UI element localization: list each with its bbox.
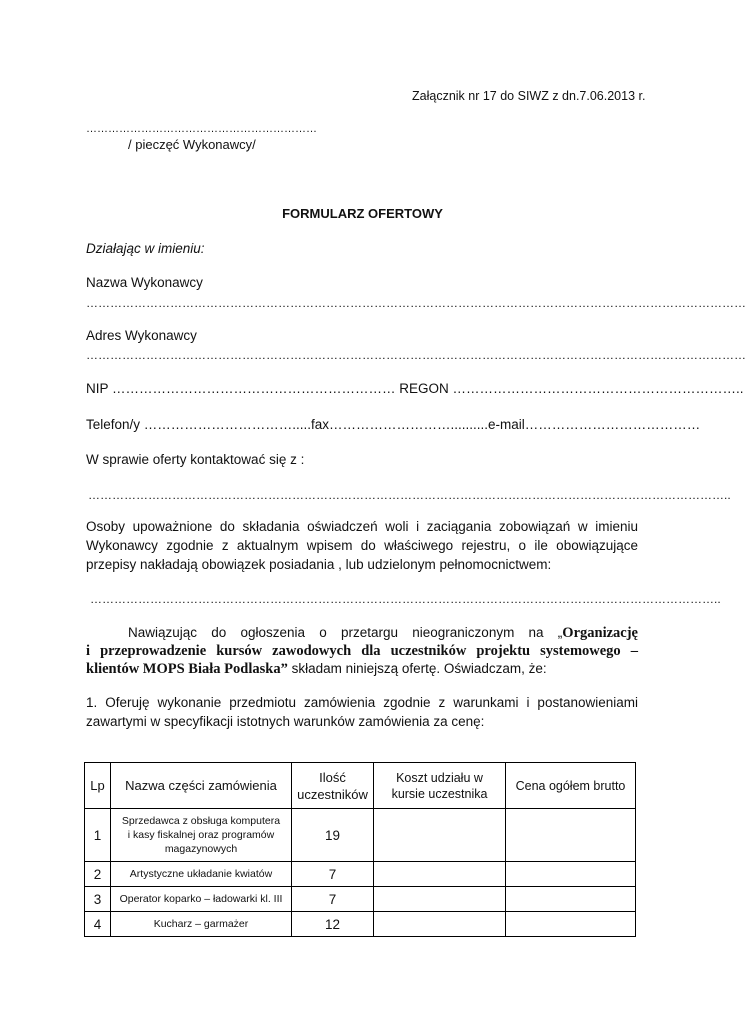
authorized-text-line-3: przepisy nakładają obowiązek posiadania , lub udzielonym pełnomocnictwem: <box>86 557 552 572</box>
contractor-address-label: Adres Wykonawcy <box>86 328 197 343</box>
table-header-row <box>85 763 636 809</box>
table-row <box>85 912 636 937</box>
authorized-text-line-1: Osoby upoważnione do składania oświadczeń woli i zaciągania zobowiązań w imieniu <box>86 519 638 534</box>
header-quantity-line-1: Ilość <box>319 769 346 785</box>
row-part-name: Operator koparko – ładowarki kl. III <box>111 887 292 912</box>
header-total-gross: Cena ogółem brutto <box>506 763 636 809</box>
tender-subject-start: Organizację <box>562 625 638 641</box>
row-lp: 4 <box>85 912 111 937</box>
row-part-name: Artystyczne układanie kwiatów <box>111 862 292 887</box>
nip-regon-field[interactable]: NIP ……………………………………………………… REGON ……………………………………………………….. <box>86 381 744 396</box>
tender-declaration-text: składam niniejszą ofertę. Oświadczam, że: <box>287 661 547 676</box>
header-cost-line-1: Koszt udziału w <box>396 770 483 785</box>
contractor-name-label: Nazwa Wykonawcy <box>86 275 203 290</box>
row-quantity: 7 <box>292 862 374 887</box>
row-cost-cell[interactable] <box>374 809 506 862</box>
row-quantity: 7 <box>292 887 374 912</box>
tender-subject-line-2: i przeprowadzenie kursów zawodowych dla uczestników projektu systemowego – <box>86 643 638 659</box>
row-part-name-line-1: Sprzedawca z obsługa komputera <box>121 815 281 827</box>
row-total-cell[interactable] <box>506 809 636 862</box>
tender-intro-text: Nawiązując do ogłoszenia o przetargu nieograniczonym na „ <box>128 625 563 640</box>
tender-line-3 <box>86 660 547 678</box>
row-cost-cell[interactable] <box>374 912 506 937</box>
annex-reference: Załącznik nr 17 do SIWZ z dn.7.06.2013 r. <box>412 89 646 103</box>
row-lp: 2 <box>85 862 111 887</box>
contact-person-label: W sprawie oferty kontaktować się z : <box>86 452 305 467</box>
tender-line-1 <box>128 624 638 642</box>
row-part-name-line-3: magazynowych <box>164 843 238 855</box>
row-total-cell[interactable] <box>506 912 636 937</box>
row-total-cell[interactable] <box>506 887 636 912</box>
header-participation-cost <box>374 763 506 809</box>
stamp-label: / pieczęć Wykonawcy/ <box>128 137 256 152</box>
table-row <box>85 887 636 912</box>
contractor-address-field[interactable]: ………………………………………………………………………………………………………………………………………………… <box>86 348 746 362</box>
row-lp: 3 <box>85 887 111 912</box>
contact-person-field[interactable]: …………………………………………………………………………………………………………………………………………….. <box>88 488 731 502</box>
contractor-name-field[interactable]: ………………………………………………………………………………………………………………………………………………… <box>86 296 746 310</box>
table-row <box>85 809 636 862</box>
row-lp: 1 <box>85 809 111 862</box>
header-quantity <box>292 763 374 809</box>
stamp-dots: ……………………………………………………… <box>86 123 317 135</box>
offer-point-1-line-2: zawartymi w specyfikacji istotnych warunków zamówienia za cenę: <box>86 714 485 729</box>
offer-table <box>84 762 636 937</box>
phone-fax-email-field[interactable]: Telefon/y …………………………….....fax………………………..........e-mail………………………………… <box>86 417 701 432</box>
header-lp: Lp <box>85 763 111 809</box>
row-cost-cell[interactable] <box>374 862 506 887</box>
header-quantity-line-2: uczestników <box>297 786 368 802</box>
offer-point-1-line-1: 1. Oferuję wykonanie przedmiotu zamówienia zgodnie z warunkami i postanowieniami <box>86 695 638 710</box>
row-part-name <box>111 809 292 862</box>
row-quantity: 19 <box>292 809 374 862</box>
table-row <box>85 862 636 887</box>
header-cost-line-2: kursie uczestnika <box>391 786 488 801</box>
tender-subject-end: klientów MOPS Biała Podlaska” <box>86 661 288 677</box>
row-cost-cell[interactable] <box>374 887 506 912</box>
form-title: FORMULARZ OFERTOWY <box>282 206 443 221</box>
row-part-name-line-2: i kasy fiskalnej oraz programów <box>127 829 275 841</box>
row-quantity: 12 <box>292 912 374 937</box>
authorized-persons-field[interactable]: ………………………………………………………………………………………………………………………………………….. <box>90 592 721 606</box>
row-total-cell[interactable] <box>506 862 636 887</box>
authorized-text-line-2: Wykonawcy zgodnie z aktualnym wpisem do właściwego rejestru, o ile obowiązujące <box>86 538 638 553</box>
acting-label: Działając w imieniu: <box>86 241 205 256</box>
row-part-name: Kucharz – garmażer <box>111 912 292 937</box>
header-part-name: Nazwa części zamówienia <box>111 763 292 809</box>
